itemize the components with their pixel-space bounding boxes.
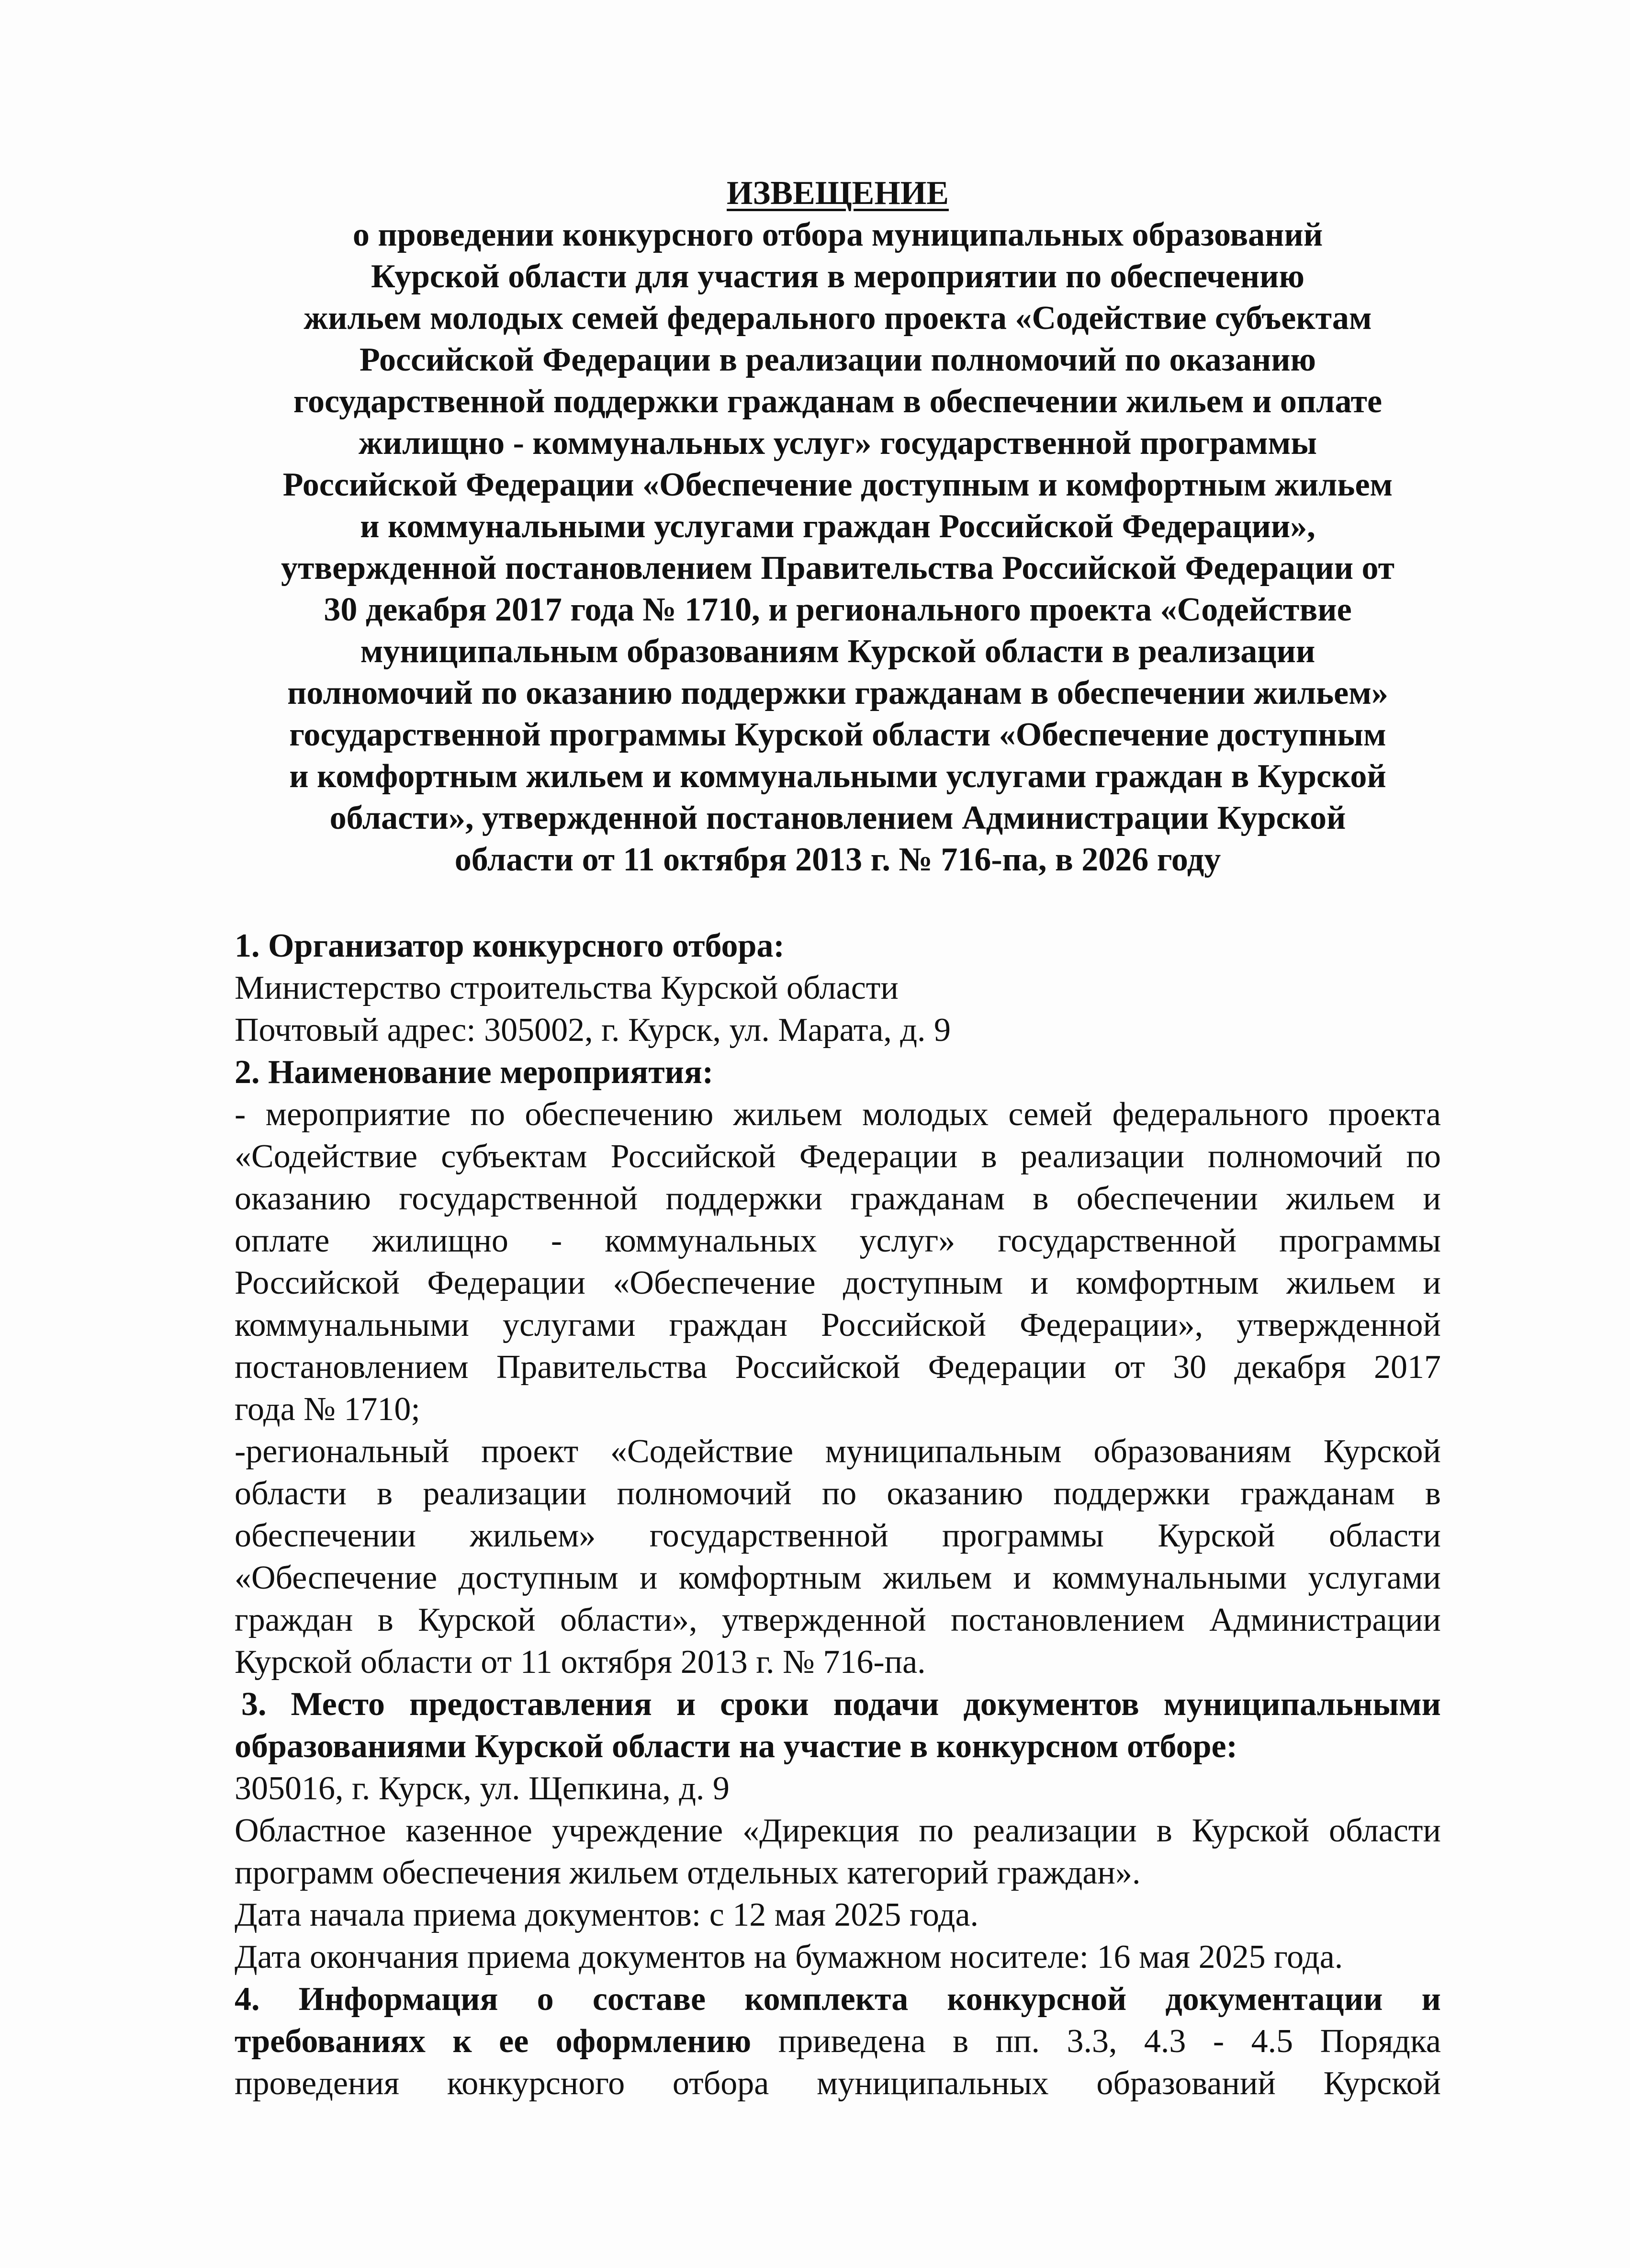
subtitle-line: области», утвержденной постановлением Администрации Курской (329, 800, 1346, 836)
section-3 (235, 1683, 1441, 1978)
subtitle-line: полномочий по оказанию поддержки гражданам в обеспечении жильем» (287, 675, 1388, 711)
section-3-heading: образованиями Курской области на участие в конкурсном отборе: (235, 1728, 1237, 1765)
subtitle-line: области от 11 октября 2013 г. № 716-па, в 2026 году (454, 841, 1221, 878)
organizer-name: Министерство строительства Курской области (235, 970, 899, 1006)
paragraph-line: оказанию государственной поддержки гражданам в обеспечении жильем и (235, 1180, 1441, 1217)
paragraph-line: - мероприятие по обеспечению жильем молодых семей федерального проекта (235, 1096, 1441, 1133)
subtitle-line: жильем молодых семей федерального проекта «Содействие субъектам (304, 300, 1372, 337)
paragraph-line: Курской области от 11 октября 2013 г. № 716-па. (235, 1644, 926, 1681)
paragraph-line: «Обеспечение доступным и комфортным жильем и коммунальными услугами (235, 1559, 1441, 1596)
paragraph-line: граждан в Курской области», утвержденной постановлением Администрации (235, 1602, 1441, 1638)
paragraph-line: обеспечении жильем» государственной программы Курской области (235, 1517, 1441, 1554)
paragraph-line: постановлением Правительства Российской Федерации от 30 декабря 2017 (235, 1349, 1441, 1386)
subtitle-line: 30 декабря 2017 года № 1710, и регионального проекта «Содействие (324, 591, 1352, 628)
subtitle-line: государственной поддержки гражданам в обеспечении жильем и оплате (293, 383, 1383, 420)
postal-address: Почтовый адрес: 305002, г. Курск, ул. Марата, д. 9 (235, 1012, 951, 1049)
paragraph-line: Российской Федерации «Обеспечение доступным и комфортным жильем и (235, 1264, 1441, 1301)
paragraph-line: программ обеспечения жильем отдельных категорий граждан». (235, 1854, 1141, 1891)
subtitle-line: государственной программы Курской области «Обеспечение доступным (289, 716, 1386, 753)
paragraph-line: года № 1710; (235, 1391, 420, 1428)
paragraph-text: приведена в пп. 3.3, 4.3 - 4.5 Порядка (751, 2023, 1441, 2060)
paragraph-line: «Содействие субъектам Российской Федерации в реализации полномочий по (235, 1138, 1441, 1175)
subtitle-line: Российской Федерации в реализации полномочий по оказанию (359, 341, 1316, 378)
subtitle-line: и комфортным жильем и коммунальными услугами граждан в Курской (289, 758, 1386, 795)
section-1 (235, 925, 1441, 1051)
paragraph-line: области в реализации полномочий по оказанию поддержки гражданам в (235, 1475, 1441, 1512)
paragraph-line: -региональный проект «Содействие муниципальным образованиям Курской (235, 1433, 1441, 1470)
subtitle-line: Курской области для участия в мероприятии по обеспечению (371, 258, 1305, 295)
subtitle-line: и коммунальными услугами граждан Российской Федерации», (360, 508, 1315, 545)
section-2-heading: 2. Наименование мероприятия: (235, 1054, 714, 1091)
paragraph-line: Областное казенное учреждение «Дирекция по реализации в Курской области (235, 1812, 1441, 1849)
subtitle-line: утвержденной постановлением Правительства Российской Федерации от (281, 550, 1395, 587)
subtitle-line: Российской Федерации «Обеспечение доступным и комфортным жильем (282, 466, 1393, 503)
section-4-heading: 4. Информация о составе комплекта конкурсной документации и (235, 1981, 1441, 2018)
submission-address: 305016, г. Курск, ул. Щепкина, д. 9 (235, 1770, 730, 1807)
paragraph-line (235, 2020, 1441, 2063)
subtitle-line: о проведении конкурсного отбора муниципальных образований (352, 216, 1323, 253)
paragraph-line: коммунальными услугами граждан Российской Федерации», утвержденной (235, 1307, 1441, 1343)
subtitle-line: муниципальным образованиям Курской области в реализации (360, 633, 1315, 670)
document-title: ИЗВЕЩЕНИЕ (727, 175, 949, 212)
document-body (235, 925, 1441, 2105)
section-4-heading: требованиях к ее оформлению (235, 2023, 752, 2060)
section-3-heading: 3. Место предоставления и сроки подачи документов муниципальными (241, 1686, 1441, 1723)
section-4 (235, 1978, 1441, 2105)
paragraph-line: проведения конкурсного отбора муниципальных образований Курской (235, 2065, 1441, 2102)
section-1-heading: 1. Организатор конкурсного отбора: (235, 927, 785, 964)
section-2 (235, 1051, 1441, 1683)
document-header (230, 172, 1446, 880)
end-date-line: Дата окончания приема документов на бумажном носителе: 16 мая 2025 года. (235, 1939, 1343, 1975)
paragraph-line: оплате жилищно - коммунальных услуг» государственной программы (235, 1222, 1441, 1259)
start-date-line: Дата начала приема документов: с 12 мая 2025 года. (235, 1896, 979, 1933)
subtitle-line: жилищно - коммунальных услуг» государственной программы (358, 425, 1317, 462)
